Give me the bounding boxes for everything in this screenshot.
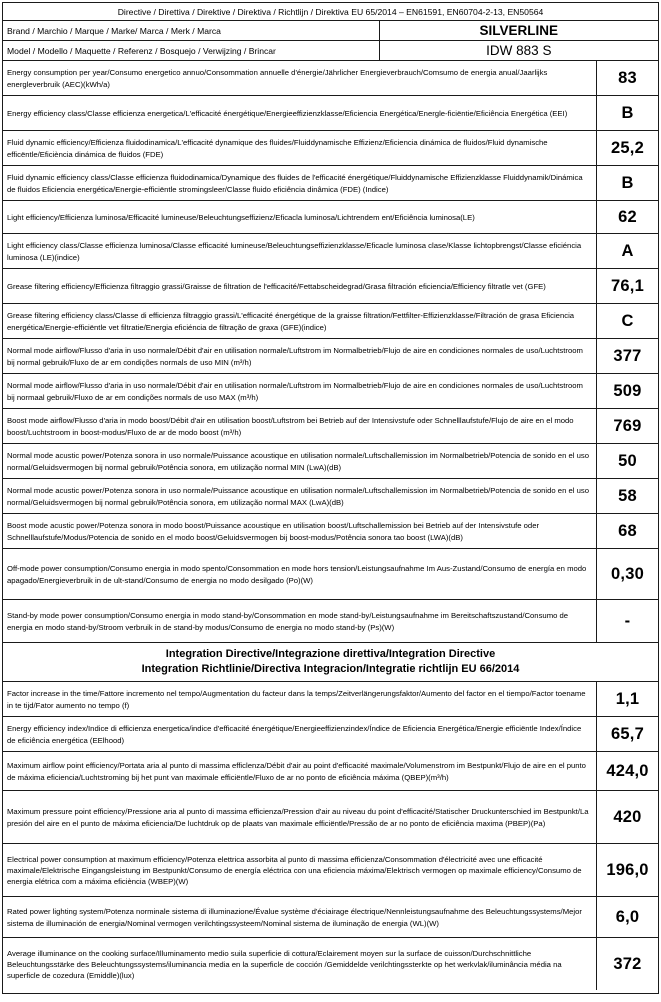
row-value: 65,7 — [596, 717, 658, 751]
spec-rows-eu65 — [3, 61, 658, 643]
row-label: Boost mode acustic power/Potenza sonora in modo boost/Puissance acoustique en utilisation boost/Luftschallemission bei Betrieb auf der Intensivstufe oder Schnelllaufstufe/Modus/Potencia de sonido en el modo boost/Geluidsvermogen bij boost-modus/Potência sonora tao boost (LWA)(dB) — [7, 521, 540, 542]
row-label: Electrical power consumption at maximum efficiency/Potenza elettrica assorbita al punto di massima efficienza/Consommation d'électricité avec une efficacité maximale/Elektrische Eingangsleistung im Bestpunkt/Consumo de energía eléctrica con una eficiencia máxima/Elektrisch vermogen op maximale efficiency/Consumo de energia elétrica com a máxima eficiència (WBEP)(W) — [7, 854, 582, 887]
row-label: Stand-by mode power consumption/Consumo energia in modo stand-by/Consommation en mode stand-by/Leistungsaufnahme im Bereitschaftszustand/Consumo de energia en modo stand-by/Stroom verbruik in de stand-by modus/Consumo de energia no modo stand-by (Ps)(W) — [7, 611, 569, 632]
row-value: 83 — [596, 61, 658, 95]
directive-text: Directive / Direttiva / Direktive / Direktiva / Richtlijn / Direktiva EU 65/2014 – EN61591, EN60704-2-13, EN50564 — [117, 6, 544, 17]
row-value: 62 — [596, 201, 658, 233]
spec-rows-eu66 — [3, 682, 658, 990]
table-row — [3, 339, 658, 374]
table-row — [3, 844, 658, 897]
row-label: Boost mode airflow/Flusso d'aria in modo boost/Débit d'air en utilisation boost/Luftstrom bei Betrieb auf der Intensivstufe oder Schnelllaufstufe/Flujo de aire en el modo boost/Luchtstroom in boost-modus/Fluxo de ar de modo boost (m³/h) — [7, 416, 574, 437]
row-label: Maximum pressure point efficiency/Pressione aria al punto di massima efficienza/Pression d'air au niveau du point d'efficacité/Statischer Druckunterschied im Bestpunkt/La presión del aire en el punto de máxima eficiencia/De luchtdruk op de plaats van maximale efficiëntle/Pressão de ar no ponto de eficiência maxima (PBEP)(Pa) — [7, 807, 589, 828]
table-row — [3, 234, 658, 269]
row-value: 424,0 — [596, 752, 658, 790]
row-label: Energy consumption per year/Consumo energetico annuo/Consommation annuelle d'énergie/Jährlicher Energieverbrauch/Comsumo de energia anual/Jaarlijks energleverbruik (AEC)(kWh/a) — [7, 68, 548, 89]
row-label: Average illuminance on the cooking surface/Illuminamento medio suila superficie di cottura/Eclairement moyen sur la surface de cuisson/Durchschnittliche Beleuchtungsstärke des Beleuchtungssystems/iluminancia media en la superficle de cocción /Gemiddelde verilchtingssterkte op het werkvlak/iluminância média na superficle de cozedura (Emiddle)(lux) — [7, 948, 562, 981]
table-row — [3, 374, 658, 409]
row-label: Light efficiency/Efficienza luminosa/Efficacité lumineuse/Beleuchtungseffizienz/Eficacla luminosa/Lichtrendem ent/Eficiência luminosa(LE) — [7, 212, 475, 222]
row-value: A — [596, 234, 658, 268]
row-value: 58 — [596, 479, 658, 513]
table-row — [3, 201, 658, 234]
table-row — [3, 752, 658, 791]
row-value: 25,2 — [596, 131, 658, 165]
row-value: - — [596, 600, 658, 642]
row-value: 372 — [596, 938, 658, 990]
table-row — [3, 304, 658, 339]
row-value: B — [596, 166, 658, 200]
table-row — [3, 791, 658, 844]
table-row — [3, 444, 658, 479]
row-value: 68 — [596, 514, 658, 548]
row-label: Energy efficiency index/Indice di efficienza energetica/indice d'efficacité énergétique/Energieeffizienzindex/Índice de Eficiencia Energética/Energie efficiëntle Index/Índice de eficiência energética (EElhood) — [7, 724, 582, 745]
row-value: 6,0 — [596, 897, 658, 937]
table-row — [3, 717, 658, 752]
product-fiche-table — [2, 2, 659, 994]
table-row — [3, 514, 658, 549]
row-label: Rated power lighting system/Potenza norminale sistema di illuminazione/Évalue système d'éciairage électrique/Nennleistungsaufnahme des Beleuchtungssystems/Mejor sistema de illuminación de energia/Nominal vermogen verilchtingssysteem/Nominal sistema de iluminação de energia (WL)(W) — [7, 907, 582, 928]
directive-header-row — [3, 3, 658, 21]
table-row — [3, 549, 658, 600]
row-label: Factor increase in the time/Fattore incremento nel tempo/Augmentation du facteur dans la temps/Zeitverlängerungsfaktor/Aumento del factor en el tiempo/Factor toename in te tijd/Fator aumento no tempo (f) — [7, 689, 586, 710]
row-value: 50 — [596, 444, 658, 478]
row-label: Light efficiency class/Classe efficienza luminosa/Classe efficacité lumineuse/Beleuchtungseffizienzklasse/Eficacle luminosa clase/Klasse lichtopbrengst/Classe eficiéncia luminosa (LE)(indice) — [7, 241, 582, 262]
row-value: 420 — [596, 791, 658, 843]
table-row — [3, 409, 658, 444]
brand-row — [3, 21, 658, 41]
row-label: Normal mode acustic power/Potenza sonora in uso normale/Puissance acoustique en utilisation normale/Luftschallemission im Normalbetrieb/Potencia de sonido en el uso normal/Geluidsvermogen bij normal gebruik/Potência sonora, em utilização normal MAX (LwA)(dB) — [7, 486, 589, 507]
row-label: Normal mode acustic power/Potenza sonora in uso normale/Puissance acoustique en utilisation normale/Luftschallemission im Normalbetrieb/Potencia de sonido en el uso normal/Geluidsvermogen bij normal gebruik/Potência sonora, em utilização normal MIN (LwA)(dB) — [7, 451, 589, 472]
table-row — [3, 938, 658, 990]
row-label: Fluid dynamic efficiency/Efficienza fluidodinamica/L'efficacité dynamique des fluides/Fluiddynamische Effizienz/Eficiencia dinámica de fluidos/Fluid dynamische efficëntle/Eficiència dinámica de fluidos (FDE) — [7, 138, 548, 159]
row-label: Energy efficiency class/Classe efficienza energetica/L'efficacité énergétique/Energieeffizienzklasse/Eficiencia Energética/Energle-ficiëntie/Eficiência Energética (EEI) — [7, 108, 568, 118]
table-row — [3, 682, 658, 717]
row-label: Off-mode power consumption/Consumo energia in modo spento/Consommation en mode hors tension/Leistungsaufnahme Im Aus-Zustand/Consumo de energía en modo apagado/Energieverbruik in de ult-stand/Consumo de energia no modo desilgado (Po)(W) — [7, 564, 587, 585]
section-header-line2: Integration Richtlinie/Directiva Integracion/Integratie richtlijn EU 66/2014 — [141, 663, 520, 675]
row-value: 377 — [596, 339, 658, 373]
brand-label: Brand / Marchio / Marque / Marke/ Marca / Merk / Marca — [3, 21, 380, 40]
row-label: Maximum airflow point efficiency/Portata aria al punto di massima efficlenza/Débit d'air au point d'efficacité maximale/Volumenstrom im Bestpunkt/Flujo de aire en el punto de máxima eficiencia/Luchtstroming bij het punt van maximale efficiëntle/Fluxo de ar no ponto de eficiência máxima (QBEP)(m³/h) — [7, 761, 586, 782]
brand-value: SILVERLINE — [479, 23, 559, 38]
row-value: 0,30 — [596, 549, 658, 599]
table-row — [3, 897, 658, 938]
row-value: C — [596, 304, 658, 338]
section-header-line1: Integration Directive/Integrazione direttiva/Integration Directive — [165, 648, 496, 660]
model-label: Model / Modello / Maquette / Referenz / Bosquejo / Verwijzing / Brincar — [3, 41, 380, 60]
row-value: 1,1 — [596, 682, 658, 716]
table-row — [3, 600, 658, 643]
integration-directive-section-header — [3, 643, 658, 682]
model-row — [3, 41, 658, 61]
model-value: IDW 883 S — [486, 43, 552, 58]
table-row — [3, 166, 658, 201]
row-label: Grease filtering efficiency/Efficienza filtraggio grassi/Graisse de filtration de l'efficacité/Fettabscheidegrad/Grasa filtración eficiencia/Efficiency filtratle vet (GFE) — [7, 281, 546, 291]
table-row — [3, 479, 658, 514]
row-value: 509 — [596, 374, 658, 408]
row-value: 196,0 — [596, 844, 658, 896]
table-row — [3, 61, 658, 96]
table-row — [3, 269, 658, 304]
row-value: B — [596, 96, 658, 130]
row-value: 76,1 — [596, 269, 658, 303]
table-row — [3, 96, 658, 131]
row-label: Grease filtering efficiency class/Classe di efficienza filtraggio grassi/L'efficacité énergétique de la graisse filtration/Fettfilter-Effizienzklasse/Filtración de grasa Eficiencia energética/Energie-efficiëntle vet filtratie/Energia eficiéncia de filtração de graxa (GFE)(indice) — [7, 311, 575, 332]
row-label: Fluid dynamic efficiency class/Classe efficienza fluidodinamica/Dynamique des fluides de l'efficacité énergétique/Fluiddynamische Effizienzklasse Fluiddynamik/Dinámica de fluidos Eficiencia energética/Energie-efficiëntle stromingsleer/Classe fluido eficiência dinâmica (FDE) (Indice) — [7, 173, 583, 194]
row-label: Normal mode airflow/Flusso d'aria in uso normale/Débit d'air en utilisation normale/Luftstrom im Normalbetrieb/Flujo de aire en condiciones normales de uso/Luchtstroom bij normal gebruik/Fluxo de ar em condições normals de uso MIN (m³/h) — [7, 346, 583, 367]
row-value: 769 — [596, 409, 658, 443]
row-label: Normal mode airflow/Flusso d'aria in uso normale/Débit d'air en utilisation normale/Luftstrom im Normalbetrieb/Flujo de aire en condiciones normales de uso/Luchtstroom bij normaal gebruik/Fluxo de ar em condições normals de uso MAX (m³/h) — [7, 381, 583, 402]
table-row — [3, 131, 658, 166]
